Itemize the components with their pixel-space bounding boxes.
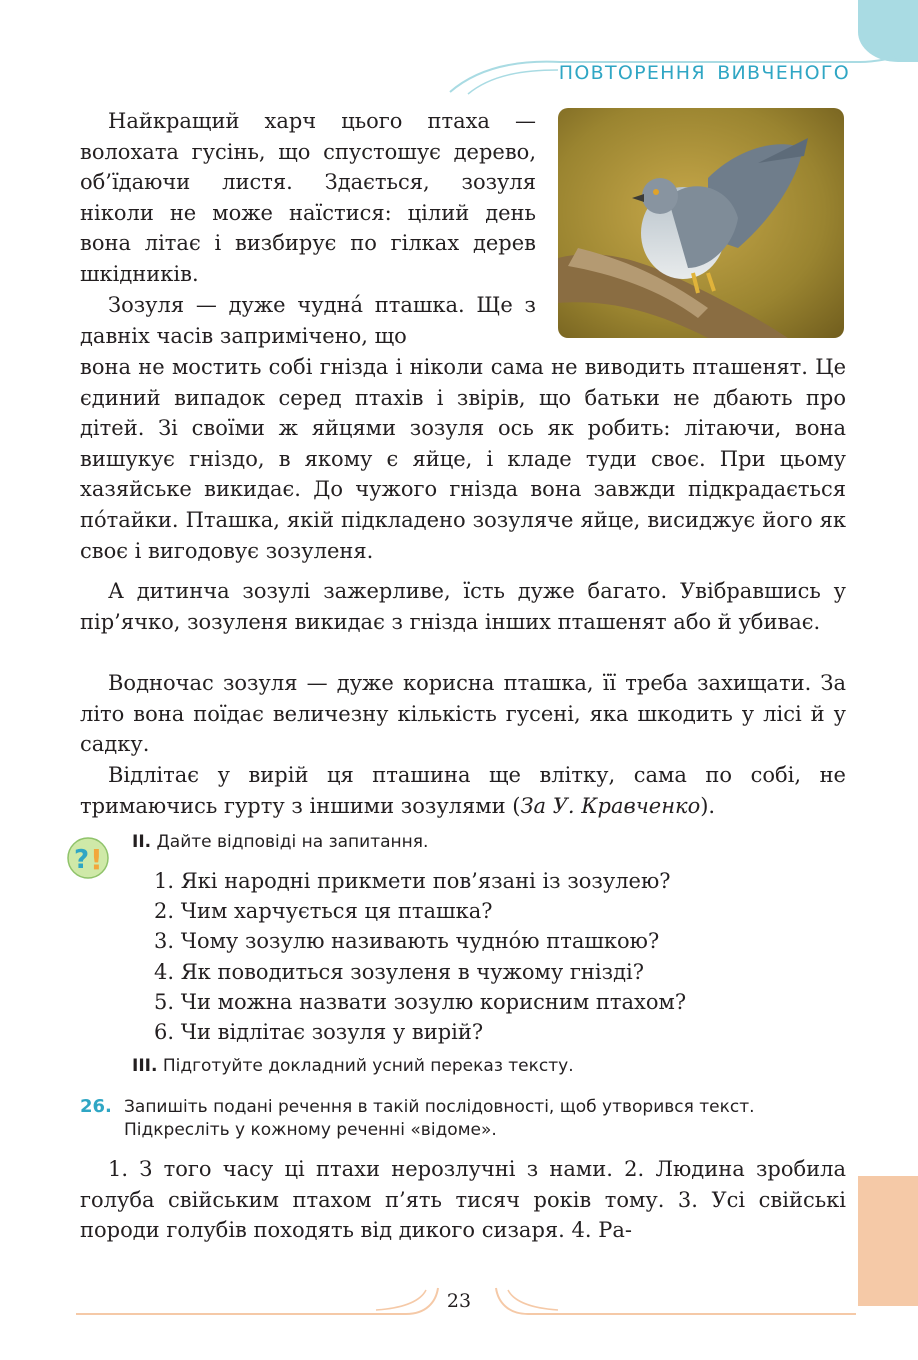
question-item: 5. Чи можна назвати зозулю корисним птахом? — [154, 989, 687, 1014]
task-3-text: Підготуйте докладний усний переказ тексту. — [162, 1056, 574, 1076]
paragraph-3: вона не мостить собі гнізда і ніколи сама не виводить пташенят. Це єдиний випадок серед птахів і звірів, що батьки не дбають про дітей. Зі своїми ж яйцями зозуля ось як робить: літаючи, вона вишукує гніздо, в якому є яйце, і кладе туди своє. При цьому хазяйське викидає. До чужого гнізда вона завжди підкрадається по́тайки. Пташка, якій підкладено зозуляче яйце, висиджує його як своє і вигодовує зозуленя. — [80, 355, 846, 563]
question-item: 6. Чи відлітає зозуля у вирій? — [154, 1020, 484, 1045]
author-name: За У. Кравченко — [520, 793, 701, 818]
task-3-number: III. — [132, 1056, 158, 1076]
cuckoo-photo — [558, 108, 844, 338]
task-2-text: Дайте відповіді на запитання. — [156, 832, 429, 852]
exercise-number: 26. — [80, 1096, 112, 1117]
page-number: 23 — [446, 1290, 472, 1312]
svg-text:?: ? — [74, 845, 90, 875]
question-item: 4. Як поводиться зозуленя в чужому гнізді? — [154, 959, 644, 984]
question-item: 3. Чому зозулю називають чудно́ю пташкою? — [154, 929, 660, 954]
paragraph-6-end: ). — [700, 793, 716, 818]
exercise-text: 1. З того часу ці птахи нерозлучні з нами. 2. Людина зробила голуба свійським птахом п’ять тисяч років тому. 3. Усі свійські породи голубів походять від дикого сизаря. 4. Ра- — [80, 1157, 846, 1243]
paragraph-5: Водночас зозуля — дуже корисна пташка, її треба захищати. За літо вона поїдає величезну кількість гусені, яка шкодить у лісі й у садку. — [80, 671, 846, 757]
paragraph-6 — [80, 760, 846, 821]
task-2-number: II. — [132, 832, 152, 852]
question-exclamation-icon — [66, 836, 110, 880]
question-item: 2. Чим харчується ця пташка? — [154, 899, 493, 924]
section-title: ПОВТОРЕННЯ ВИВЧЕНОГО — [558, 62, 850, 84]
paragraph-6-text: Відлітає у вирій ця пташина ще влітку, сама по собі, не тримаючись гурту з іншими зозулями ( — [80, 763, 846, 818]
svg-text:!: ! — [90, 843, 103, 876]
side-tab — [858, 1176, 918, 1306]
task-3 — [132, 1056, 574, 1076]
question-list — [154, 866, 686, 1047]
paragraph-1: Найкращий харч цього птаха — волохата гусінь, що спустошує дерево, об’їдаючи листя. Здається, зозуля ніколи не може наїстися: цілий день вона літає і визбирує по гілках дерев шкідників. — [80, 109, 536, 286]
paragraph-2: Зозуля — дуже чудна́ пташка. Ще з давніх часів запримічено, що — [80, 293, 536, 348]
task-2-heading — [132, 832, 428, 852]
exercise-instruction: Запишіть подані речення в такій послідовності, щоб утворився текст. Підкресліть у кожному реченні «відоме». — [124, 1097, 755, 1140]
paragraph-4: А дитинча зозулі зажерливе, їсть дуже багато. Увібравшись у пір’ячко, зозуленя викидає з гнізда інших пташенят або й убиває. — [80, 579, 846, 634]
question-item: 1. Які народні прикмети пов’язані із зозулею? — [154, 869, 671, 893]
